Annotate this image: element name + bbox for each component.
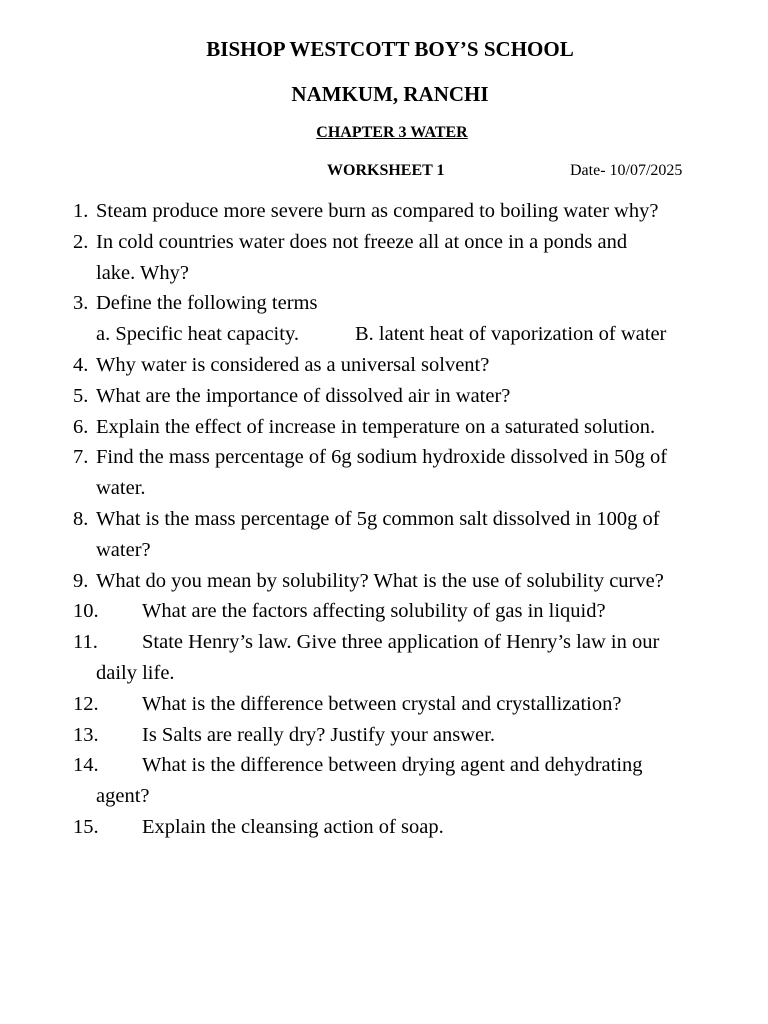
question-continuation: daily life. bbox=[96, 661, 175, 684]
question-item bbox=[73, 750, 743, 781]
question-text: What is the difference between crystal and crystallization? bbox=[142, 692, 622, 715]
question-number: 7. bbox=[73, 446, 89, 469]
question-text: What are the importance of dissolved air in water? bbox=[96, 384, 511, 407]
question-list bbox=[73, 196, 743, 843]
question-text: What is the difference between drying agent and dehydrating bbox=[142, 754, 643, 777]
question-item bbox=[73, 504, 743, 535]
question-text: What is the mass percentage of 5g common salt dissolved in 100g of bbox=[96, 507, 660, 530]
question-item bbox=[73, 381, 743, 412]
worksheet-title: WORKSHEET 1 bbox=[327, 162, 445, 179]
question-text: Is Salts are really dry? Justify your answer. bbox=[142, 723, 495, 746]
question-number: 9. bbox=[73, 569, 89, 592]
question-continuation: agent? bbox=[96, 785, 150, 808]
question-continuation: water? bbox=[96, 538, 151, 561]
question-text: Define the following terms bbox=[96, 292, 318, 315]
sub-question-a: a. Specific heat capacity. bbox=[96, 323, 299, 346]
question-number: 13. bbox=[73, 723, 99, 746]
sub-question-b: B. latent heat of vaporization of water bbox=[355, 323, 667, 346]
question-item bbox=[73, 350, 743, 381]
school-name: BISHOP WESTCOTT BOY’S SCHOOL bbox=[206, 37, 574, 61]
question-item bbox=[73, 627, 743, 658]
question-item bbox=[73, 442, 743, 473]
question-continuation: lake. Why? bbox=[96, 261, 189, 284]
question-number: 8. bbox=[73, 507, 89, 530]
question-item bbox=[73, 720, 743, 751]
question-item bbox=[73, 812, 743, 843]
question-item bbox=[73, 566, 743, 597]
question-number: 12. bbox=[73, 692, 99, 715]
question-item bbox=[73, 412, 743, 443]
question-number: 4. bbox=[73, 353, 89, 376]
question-number: 1. bbox=[73, 200, 89, 222]
question-text: State Henry’s law. Give three application of Henry’s law in our bbox=[142, 631, 660, 654]
question-number: 15. bbox=[73, 815, 99, 838]
question-item bbox=[73, 227, 743, 258]
question-text: Explain the effect of increase in temperature on a saturated solution. bbox=[96, 415, 656, 438]
question-item bbox=[73, 288, 743, 319]
question-text: Find the mass percentage of 6g sodium hydroxide dissolved in 50g of bbox=[96, 446, 668, 469]
question-text: Why water is considered as a universal solvent? bbox=[96, 353, 490, 376]
question-text: Steam produce more severe burn as compared to boiling water why? bbox=[96, 200, 659, 222]
question-item bbox=[73, 196, 743, 227]
school-location: NAMKUM, RANCHI bbox=[291, 82, 489, 106]
worksheet-date: Date- 10/07/2025 bbox=[570, 162, 683, 179]
question-number: 2. bbox=[73, 230, 89, 253]
question-continuation: water. bbox=[96, 477, 146, 500]
question-number: 10. bbox=[73, 600, 99, 623]
question-number: 11. bbox=[73, 631, 98, 654]
sub-question-row bbox=[73, 319, 743, 350]
question-text: What are the factors affecting solubility of gas in liquid? bbox=[142, 600, 606, 623]
question-number: 3. bbox=[73, 292, 89, 315]
question-item bbox=[73, 596, 743, 627]
question-item bbox=[73, 689, 743, 720]
question-number: 6. bbox=[73, 415, 89, 438]
question-text: What do you mean by solubility? What is the use of solubility curve? bbox=[96, 569, 664, 592]
question-text: In cold countries water does not freeze all at once in a ponds and bbox=[96, 230, 628, 253]
chapter-title: CHAPTER 3 WATER bbox=[316, 124, 468, 141]
question-number: 14. bbox=[73, 754, 99, 777]
question-text: Explain the cleansing action of soap. bbox=[142, 815, 444, 838]
question-number: 5. bbox=[73, 384, 89, 407]
